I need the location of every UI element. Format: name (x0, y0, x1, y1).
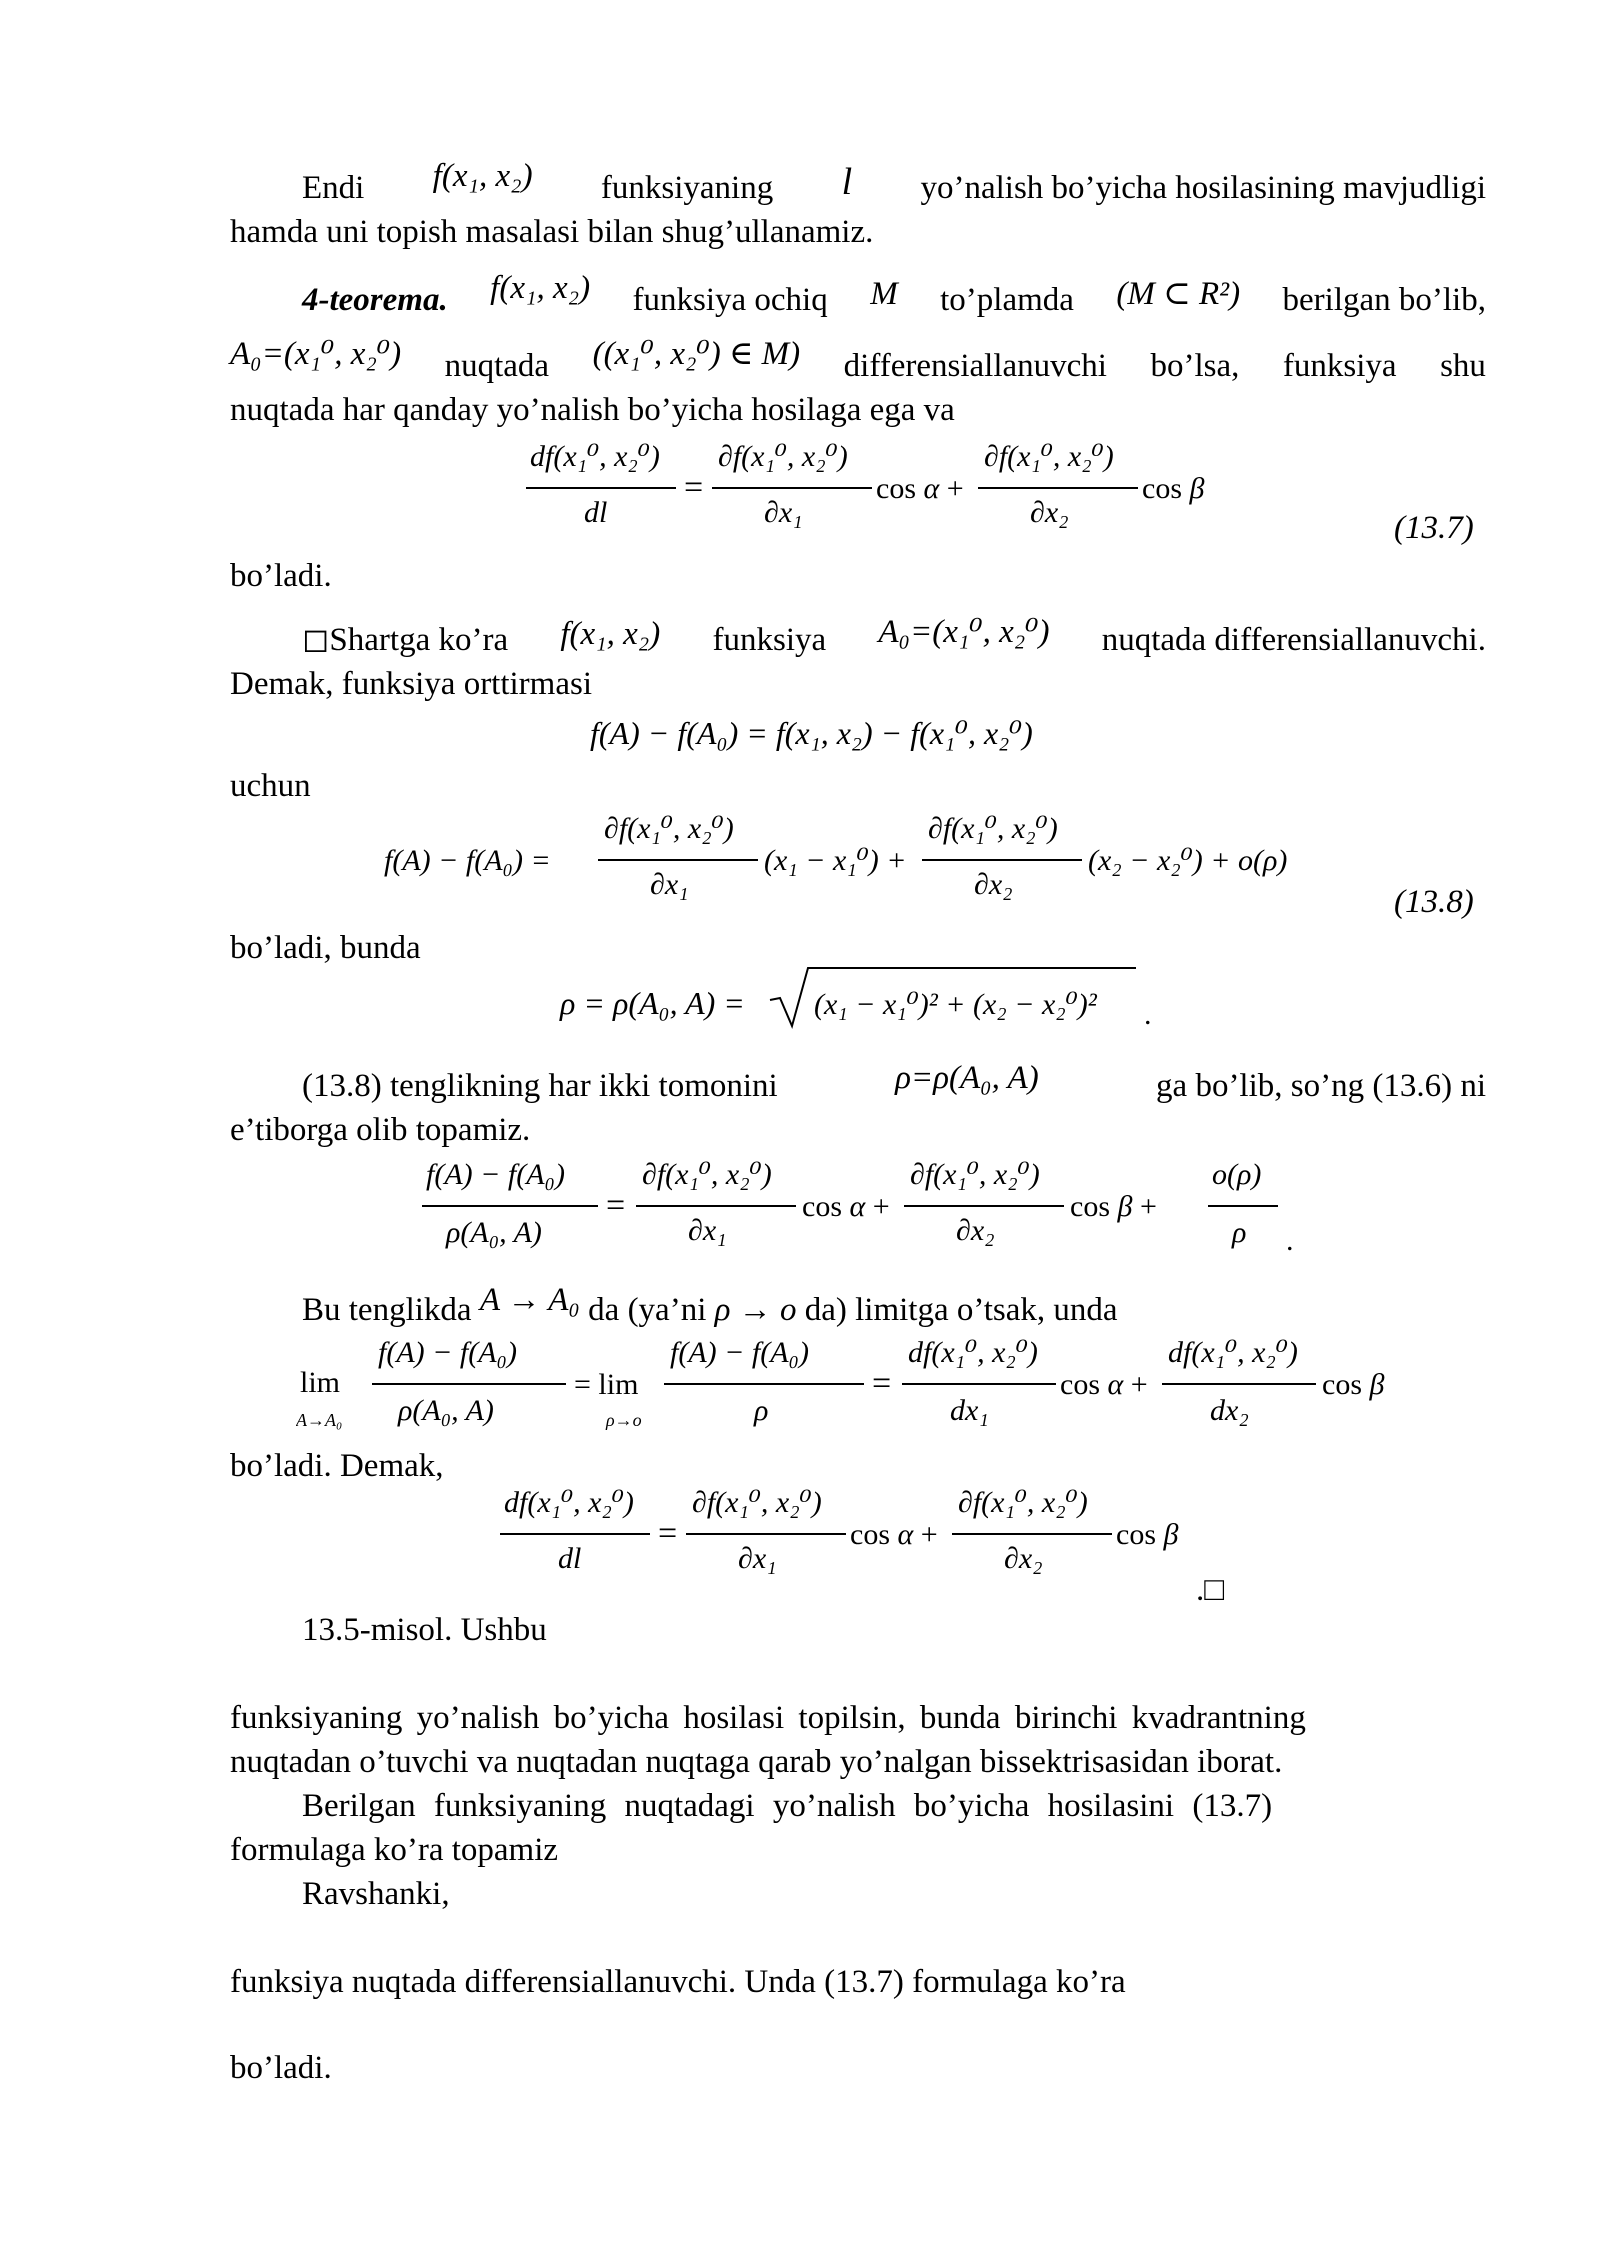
svg-text:cos β: cos β (1322, 1368, 1385, 1401)
proof-line2: Demak, funksiya orttirmasi (230, 666, 593, 702)
example-line7: bo’ladi. (230, 2050, 332, 2086)
svg-text:cos β: cos β (1116, 1518, 1179, 1551)
theorem-line3: nuqtada har qanday yo’nalish bo’yicha hosilaga ega va (230, 392, 955, 428)
svg-text:∂x₂: ∂x₂ (974, 868, 1013, 901)
svg-text:=: = (606, 1187, 626, 1224)
svg-text:∂x₂: ∂x₂ (956, 1214, 995, 1247)
svg-text:f(A) − f(A₀): f(A) − f(A₀) (670, 1336, 809, 1369)
example-line5: Ravshanki, (302, 1876, 450, 1912)
text-boladi: bo’ladi. (230, 558, 332, 594)
svg-text:df(x₁⁰, x₂⁰): df(x₁⁰, x₂⁰) (908, 1336, 1038, 1369)
proof-paragraph-divide-line1 (230, 1060, 1486, 1106)
text-endi: Endi (302, 170, 365, 206)
svg-text:=: = (684, 469, 704, 506)
svg-text:∂x₂: ∂x₂ (1030, 496, 1069, 529)
svg-text:df(x₁⁰, x₂⁰): df(x₁⁰, x₂⁰) (1168, 1336, 1298, 1369)
example-line4: formulaga ko’ra topamiz (230, 1832, 559, 1868)
equation-increment (580, 700, 1140, 760)
svg-text:cos β +: cos β + (1070, 1190, 1157, 1223)
text-toplamda: to’plamda (940, 282, 1074, 318)
text-funksiya: funksiya (712, 622, 827, 658)
svg-text:∂f(x₁⁰, x₂⁰): ∂f(x₁⁰, x₂⁰) (718, 440, 848, 473)
svg-text:∂x₁: ∂x₁ (688, 1214, 727, 1247)
svg-text:ρ(A₀, A): ρ(A₀, A) (398, 1394, 494, 1427)
svg-text:(x₁ − x₁⁰) +: (x₁ − x₁⁰) + (764, 844, 907, 877)
math-set-M: M (870, 276, 898, 312)
theorem-line1 (230, 270, 1486, 320)
svg-text:f(A) − f(A₀) =: f(A) − f(A₀) = (384, 844, 551, 877)
svg-text:∂x₁: ∂x₁ (650, 868, 689, 901)
proof-limit-sentence (302, 1282, 1118, 1330)
paragraph-intro-line2: hamda uni topish masalasi bilan shug’ullanamiz. (230, 214, 874, 250)
svg-text:∂f(x₁⁰, x₂⁰): ∂f(x₁⁰, x₂⁰) (958, 1486, 1088, 1519)
text-funksiya: funksiya (1282, 348, 1397, 384)
equation-13-7 (520, 430, 1240, 550)
math-rho-to-o: ρ → o (714, 1292, 797, 1328)
text-yonalish: yo’nalish bo’yicha hosilasining mavjudligi (920, 170, 1486, 206)
svg-text:cos α +: cos α + (850, 1518, 938, 1551)
svg-text:∂x₁: ∂x₁ (738, 1542, 777, 1575)
svg-text:dx₂: dx₂ (1210, 1394, 1249, 1427)
text-boladi-bunda: bo’ladi, bunda (230, 930, 421, 966)
svg-text:ρ: ρ (1232, 1216, 1247, 1249)
text-shu: shu (1440, 348, 1486, 384)
svg-text:f(A) − f(A₀): f(A) − f(A₀) (378, 1336, 517, 1369)
equation-number-13-8: (13.8) (1394, 884, 1474, 920)
math-set-inclusion: (M ⊂ R²) (1116, 276, 1241, 312)
proof-start: ◻Shartga ko’ra (302, 622, 509, 658)
svg-text:cos α +: cos α + (802, 1190, 890, 1223)
svg-text:dx₁: dx₁ (950, 1394, 989, 1427)
svg-text:cos β: cos β (1142, 472, 1205, 505)
svg-text:∂f(x₁⁰, x₂⁰): ∂f(x₁⁰, x₂⁰) (910, 1158, 1040, 1191)
text-tenglikning: (13.8) tenglikning har ikki tomonini (302, 1068, 778, 1104)
svg-text:.: . (1286, 1224, 1294, 1257)
svg-text:.: . (1144, 998, 1152, 1031)
math-function: f(x₁, x₂) (490, 270, 591, 306)
example-line1: funksiyaning yo’nalish bo’yicha hosilasi topilsin, bunda birinchi kvadrantning (230, 1700, 1306, 1736)
text-berilgan: berilgan bo’lib, (1282, 282, 1486, 318)
svg-text:df(x₁⁰, x₂⁰): df(x₁⁰, x₂⁰) (504, 1486, 634, 1519)
text-ga-bolib: ga bo’lib, so’ng (13.6) ni (1156, 1068, 1486, 1104)
math-function: f(x₁, x₂) (560, 616, 661, 652)
svg-text:∂f(x₁⁰, x₂⁰): ∂f(x₁⁰, x₂⁰) (984, 440, 1114, 473)
proof-open-square-icon: ◻ (302, 622, 330, 658)
svg-text:∂f(x₁⁰, x₂⁰): ∂f(x₁⁰, x₂⁰) (604, 812, 734, 845)
text-nuqtada-diff: nuqtada differensiallanuvchi. (1101, 622, 1486, 658)
math-point-A0: A₀=(x₁⁰, x₂⁰) (230, 336, 402, 372)
svg-text:∂x₂: ∂x₂ (1004, 1542, 1043, 1575)
math-rho: ρ=ρ(A₀, A) (895, 1060, 1039, 1096)
svg-text:∂f(x₁⁰, x₂⁰): ∂f(x₁⁰, x₂⁰) (642, 1158, 772, 1191)
text-bolsa: bo’lsa, (1150, 348, 1240, 384)
example-title: 13.5-misol. Ushbu (302, 1612, 547, 1648)
svg-text:∂x₁: ∂x₁ (764, 496, 803, 529)
example-line3: Berilgan funksiyaning nuqtadagi yo’nalish bo’yicha hosilasini (13.7) (302, 1788, 1273, 1824)
svg-text:(x₁ − x₁⁰)² + (x₂ − x₂⁰)²: (x₁ − x₁⁰)² + (x₂ − x₂⁰)² (814, 988, 1097, 1021)
example-line6: funksiya nuqtada differensiallanuvchi. Unda (13.7) formulaga ko’ra (230, 1964, 1126, 2000)
svg-text:lim: lim (300, 1366, 341, 1399)
svg-text:=: = (658, 1515, 678, 1552)
text-funksiya-ochiq: funksiya ochiq (632, 282, 828, 318)
svg-text:∂f(x₁⁰, x₂⁰): ∂f(x₁⁰, x₂⁰) (928, 812, 1058, 845)
text-da-limitga: da) limitga o’tsak, unda (804, 1292, 1118, 1328)
svg-text:f(A) − f(A₀) = f(x₁, x₂) − f(x: f(A) − f(A₀) = f(x₁, x₂) − f(x₁⁰, x₂⁰) (590, 715, 1033, 751)
svg-text:ρ = ρ(A₀, A) =: ρ = ρ(A₀, A) = (560, 985, 745, 1021)
equation-13-8 (380, 802, 1340, 922)
svg-text:df(x₁⁰, x₂⁰): df(x₁⁰, x₂⁰) (530, 440, 660, 473)
example-line2: nuqtadan o’tuvchi va nuqtadan nuqtaga qarab yo’nalgan bissektrisasidan iborat. (230, 1744, 1283, 1780)
svg-text:f(A) − f(A₀): f(A) − f(A₀) (426, 1158, 565, 1191)
text-funksiyaning: funksiyaning (600, 170, 774, 206)
proof-paragraph-divide-line2: e’tiborga olib topamiz. (230, 1112, 531, 1148)
math-A-to-A0: A → A₀ (479, 1282, 580, 1318)
svg-text:ρ(A₀, A): ρ(A₀, A) (446, 1216, 542, 1249)
svg-text:cos α +: cos α + (1060, 1368, 1148, 1401)
equation-final (494, 1476, 1254, 1606)
svg-text:∂f(x₁⁰, x₂⁰): ∂f(x₁⁰, x₂⁰) (692, 1486, 822, 1519)
svg-text:(x₂ − x₂⁰) + o(ρ): (x₂ − x₂⁰) + o(ρ) (1088, 844, 1288, 877)
svg-text:A→A₀: A→A₀ (296, 1410, 343, 1430)
equation-divided (420, 1148, 1320, 1268)
svg-text:o(ρ): o(ρ) (1212, 1158, 1262, 1191)
svg-text:= lim: = lim (574, 1368, 639, 1401)
text-boladi-demak: bo’ladi. Demak, (230, 1448, 444, 1484)
theorem-label: 4-teorema. (302, 282, 448, 318)
math-direction-l: l (841, 161, 853, 203)
svg-text:ρ: ρ (754, 1394, 769, 1427)
text-differensiallanuvchi: differensiallanuvchi (843, 348, 1107, 384)
equation-number-13-7: (13.7) (1394, 510, 1474, 546)
equation-rho (556, 960, 1176, 1040)
math-point-A0: A₀=(x₁⁰, x₂⁰) (878, 614, 1050, 650)
svg-text:=: = (872, 1365, 892, 1402)
proof-line1 (230, 614, 1486, 660)
proof-end-mark: .□ (1196, 1572, 1225, 1608)
svg-text:dl: dl (584, 496, 608, 529)
math-point-in-M: ((x₁⁰, x₂⁰) ∈ M) (592, 336, 801, 372)
paragraph-intro-line1 (230, 158, 1486, 208)
text-da-yani: da (ya’ni (588, 1292, 707, 1328)
text-uchun: uchun (230, 768, 311, 804)
math-function: f(x₁, x₂) (432, 158, 533, 194)
text-nuqtada: nuqtada (444, 348, 550, 384)
svg-text:dl: dl (558, 1542, 582, 1575)
equation-limit (296, 1326, 1446, 1446)
theorem-line2 (230, 336, 1486, 386)
svg-text:ρ→o: ρ→o (606, 1410, 642, 1430)
svg-text:cos α +: cos α + (876, 472, 964, 505)
text-bu-tenglikda: Bu tenglikda (302, 1292, 472, 1328)
